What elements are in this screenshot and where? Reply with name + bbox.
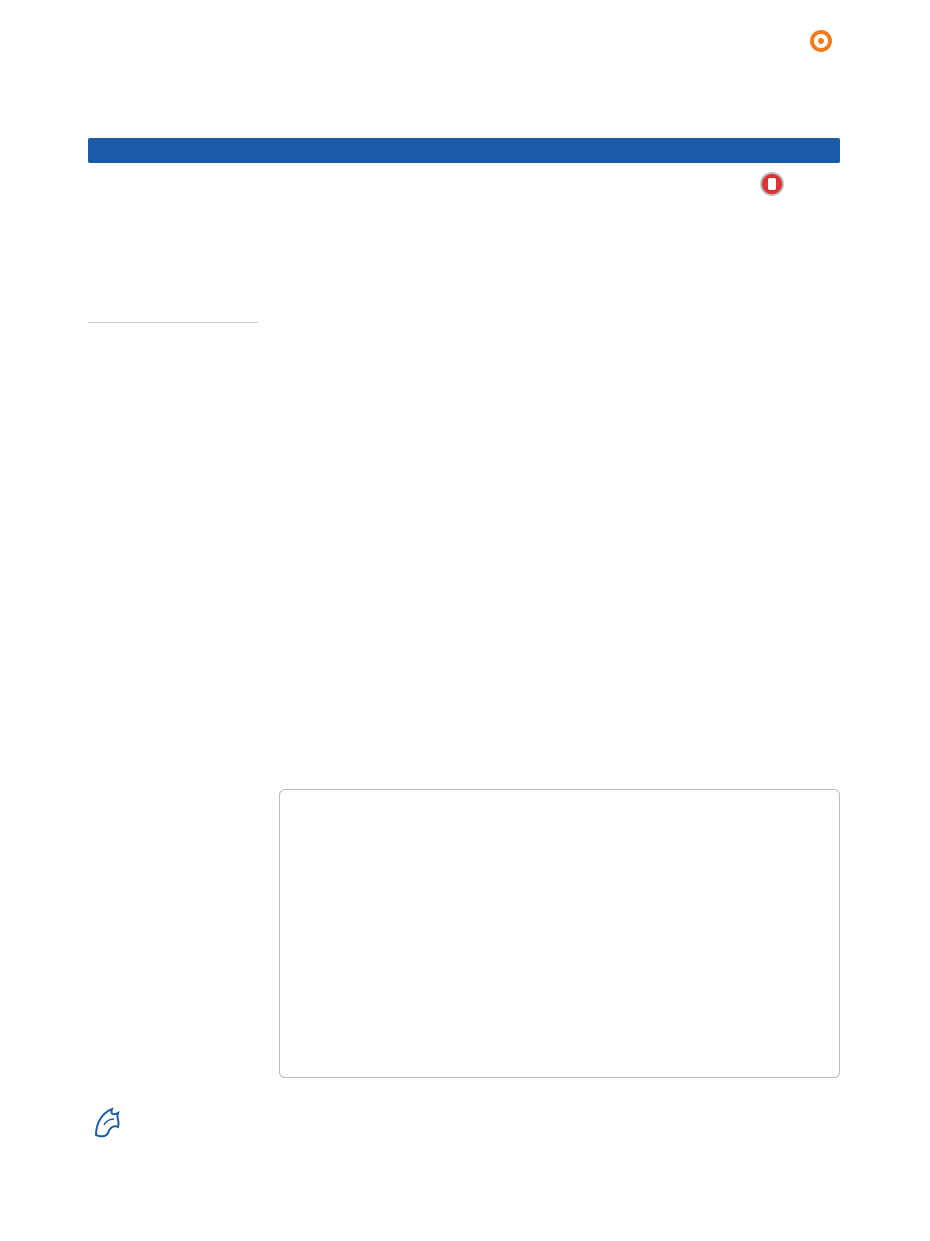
figure-caption <box>289 1007 819 1023</box>
correspondence-sidebar <box>88 322 258 327</box>
figure-2-frame <box>279 789 840 1078</box>
springer-horse-icon <box>88 1103 128 1143</box>
article-type-banner <box>88 138 840 163</box>
journal-logo-icon <box>810 30 832 52</box>
crossmark-badge[interactable] <box>760 172 788 196</box>
journal-branding[interactable] <box>810 30 840 52</box>
springer-logo[interactable] <box>88 1103 134 1143</box>
regression-coefficient-chart <box>280 790 839 1000</box>
section-heading <box>280 418 287 433</box>
citation-block <box>88 51 100 65</box>
crossmark-icon <box>760 172 784 196</box>
